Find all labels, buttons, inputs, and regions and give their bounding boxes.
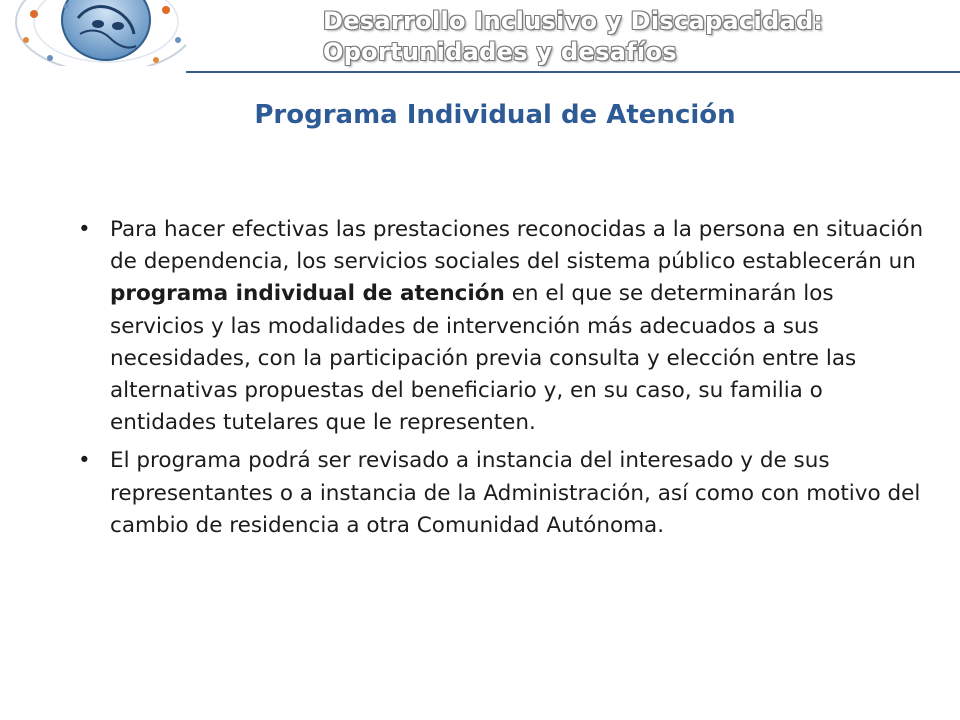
bullet-text: El programa podrá ser revisado a instancia del interesado y de sus representantes o a instancia de la Administración, así como con motivo del cambio de residencia a otra Comunidad Autónoma. (110, 448, 921, 538)
header-divider (186, 71, 960, 73)
bullet-text-start: Para hacer efectivas las prestaciones reconocidas a la persona en situación de dependencia, los servicios sociales del sistema público establecerán un (110, 217, 924, 275)
bullet-text-bold: programa individual de atención (110, 281, 505, 307)
logo (6, 0, 186, 66)
bullet-list (72, 214, 924, 548)
header-title-line1: Desarrollo Inclusivo y Discapacidad: (323, 7, 824, 35)
bullet-item (72, 214, 924, 439)
bullet-dot-icon: • (78, 217, 91, 242)
header-title (323, 6, 823, 68)
slide-title: Programa Individual de Atención (254, 100, 736, 130)
bullet-item (72, 445, 924, 542)
bullet-dot-icon: • (78, 448, 91, 474)
slide-header (0, 0, 960, 74)
header-title-line2: Oportunidades y desafíos (323, 38, 677, 66)
bullet-text-end: en el que se determinarán los servicios y las modalidades de intervención más adecuados a sus necesidades, con la participación previa consulta y elección entre las alternativas propuestas del beneficiario y, en su caso, su familia o entidades tutelares que le representen. (110, 281, 857, 436)
